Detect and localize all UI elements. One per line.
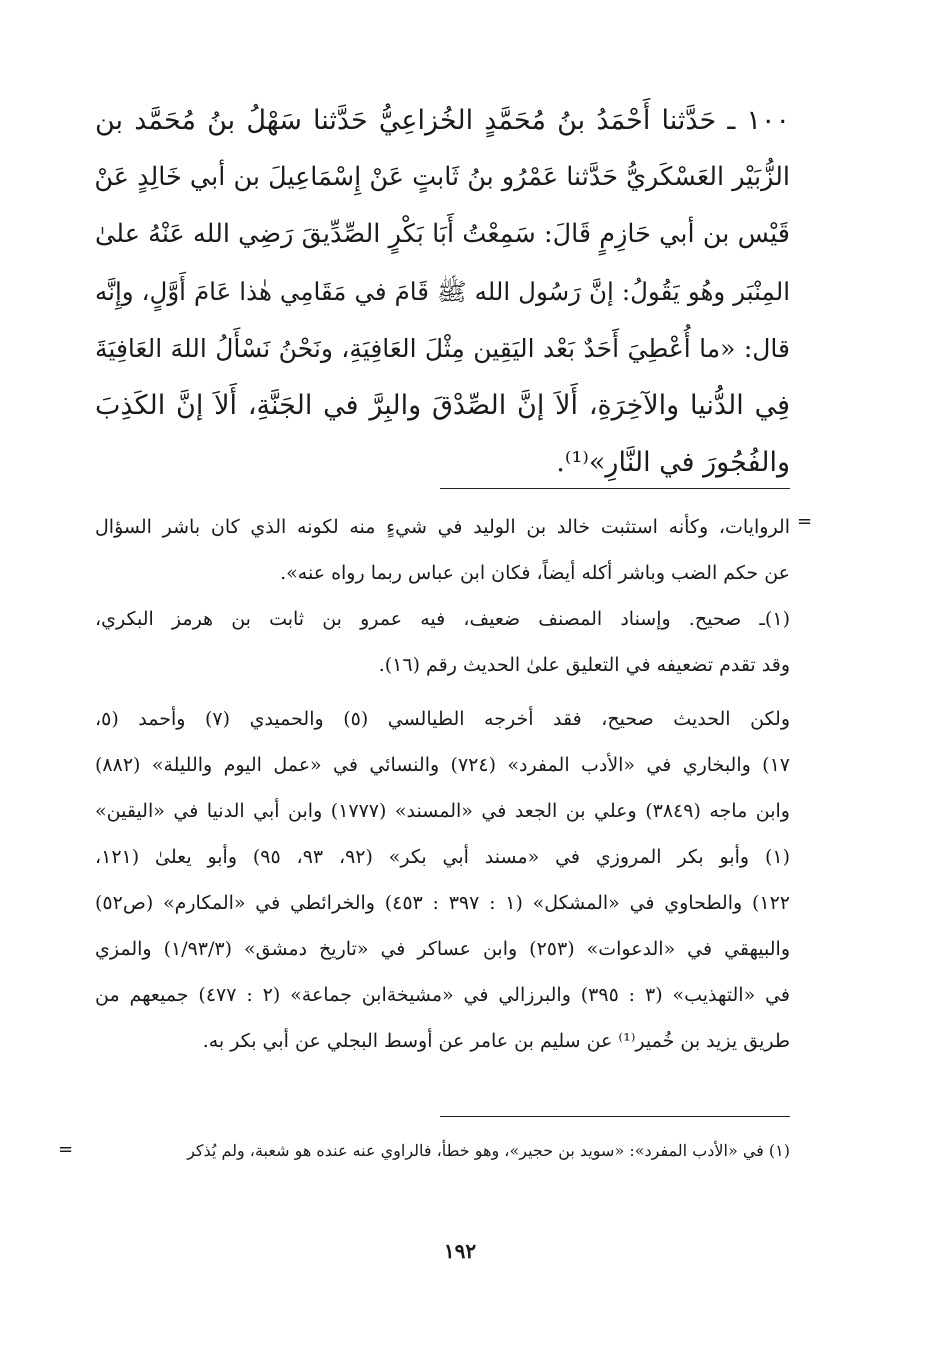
- page-number: ١٩٢: [443, 1239, 477, 1263]
- note-line: ١٧) والبخاري في «الأدب المفرد» (٧٢٤) والنسائي في «عمل اليوم والليلة» (٨٨٢): [95, 754, 791, 776]
- notes-separator: [440, 488, 790, 489]
- hadith-text: [95, 92, 790, 491]
- paragraph-gap: [95, 688, 790, 696]
- hadith-line: قال: «ما أُعْطِيَ أَحَدٌ بَعْد اليَقِين مِثْلَ العَافِيَةِ، ونَحْنُ نَسْأَلُ اللهَ العَافِيَةَ: [95, 334, 790, 363]
- notes-section: [95, 504, 790, 1064]
- note-line: وقد تقدم تضعيفه في التعليق علىٰ الحديث رقم (١٦).: [378, 654, 790, 676]
- note-line: وابن ماجه (٣٨٤٩) وعلي بن الجعد في «المسند» (١٧٧٧) وابن أبي الدنيا في «اليقين»: [95, 800, 790, 822]
- hadith-line: ١٠٠ ـ حَدَّثنا أَحْمَدُ بنُ مُحَمَّدٍ الخُزاعِيُّ حَدَّثنا سَهْلُ بنُ مُحَمَّد بن: [95, 105, 790, 136]
- footnote: (١) في «الأدب المفرد»: «سويد بن حجير»، وهو خطأ، فالراوي عنه عنده هو شعبة، ولم يُذكر: [187, 1141, 790, 1160]
- note-line: عن حكم الضب وباشر أكله أيضاً، فكان ابن عباس ربما رواه عنه».: [280, 562, 790, 584]
- note-line: الروايات، وكأنه استثبت خالد بن الوليد في شيءٍ منه لكونه الذي كان باشر السؤال: [95, 516, 790, 538]
- note-line: (١)ـ صحيح. وإسناد المصنف ضعيف، فيه عمرو بن ثابت بن هرمز البكري،: [95, 608, 790, 630]
- hadith-line: قَيْس بن أبي حَازِمٍ قَالَ: سَمِعْتُ أَبَا بَكْرٍ الصِّدِّيقَ رَضِي الله عَنْهُ علىٰ: [95, 219, 790, 249]
- hadith-line: فِي الدُّنيا والآخِرَةِ، أَلاَ إنَّ الصِّدْقَ والبِرَّ في الجَنَّةِ، أَلاَ إنَّ الكَذِبَ: [95, 390, 790, 421]
- note-line: ١٢٢) والطحاوي في «المشكل» (١ : ٣٩٧ : ٤٥٣) والخرائطي في «المكارم» (ص٥٢): [95, 892, 790, 914]
- note-line: والبيهقي في «الدعوات» (٢٥٣) وابن عساكر في «تاريخ دمشق» (١/٩٣/٣) والمزي: [95, 938, 790, 960]
- note-line: (١) وأبو بكر المروزي في «مسند أبي بكر» (٩٢، ٩٣، ٩٥) وأبو يعلىٰ (١٢١،: [95, 846, 791, 868]
- note-line: في «التهذيب» (٣ : ٣٩٥) والبرزالي في «مشيخةابن جماعة» (٢ : ٤٧٧) جميعهم من: [95, 984, 791, 1006]
- continuation-mark: =: [797, 511, 813, 532]
- note-line: طريق يزيد بن خُمير⁽¹⁾ عن سليم بن عامر عن أوسط البجلي عن أبي بكر به.: [202, 1030, 790, 1052]
- hadith-line: الزُّبَيْر العَسْكَريُّ حَدَّثنا عَمْرُو بنُ ثَابتٍ عَنْ إِسْمَاعِيلَ بن أبي خَالِدٍ عَنْ: [94, 162, 790, 192]
- footnote-continuation-mark: =: [58, 1139, 74, 1160]
- hadith-line: والفُجُورَ في النَّارِ»⁽¹⁾.: [556, 447, 790, 478]
- note-line: ولكن الحديث صحيح، فقد أخرجه الطيالسي (٥) والحميدي (٧) وأحمد (٥،: [95, 708, 790, 730]
- hadith-line: المِنْبَر وهُو يَقُولُ: إنَّ رَسُول الله ﷺ قَامَ في مَقَامِي هٰذا عَامَ أَوَّلٍ، وإِنَّه: [95, 277, 790, 306]
- footnote-separator: [440, 1116, 790, 1117]
